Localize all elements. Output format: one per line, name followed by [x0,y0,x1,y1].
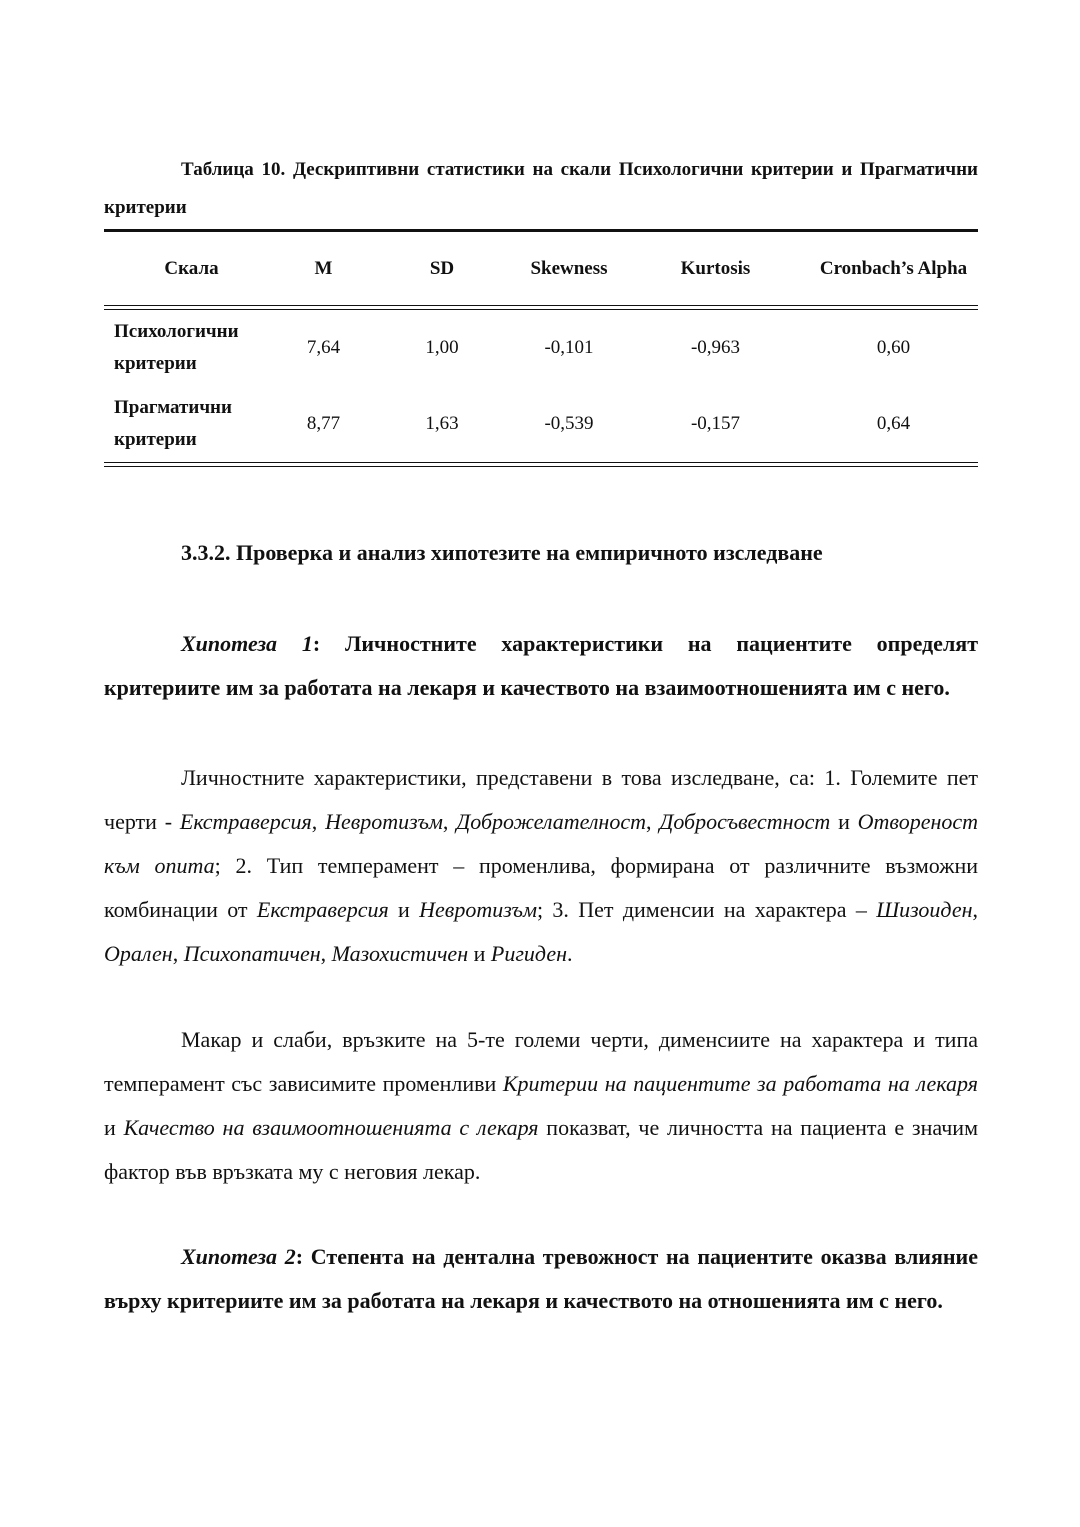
paragraph-conclusion [104,1018,978,1194]
cell-sd: 1,63 [425,413,459,434]
table-header-row [104,232,978,305]
term: Невротизъм [419,897,537,922]
hypothesis-1-text: : Личностните характеристики на пациентите определят критериите им за работата на лекаря и качеството на взаимоотношенията им с него. [104,631,979,700]
header-m: M [314,257,333,279]
text-run: и [830,809,858,834]
text-run: , [320,941,332,966]
hypothesis-1-label: Хипотеза 1 [181,631,313,656]
text-run: ; 2. Тип темперамент – променлива, формирана от различните възможни комбинации от [104,853,978,922]
section-heading: 3.3.2. Проверка и анализ хипотезите на емпиричното изследване [181,540,823,565]
term: Ригиден [490,941,568,966]
text-run: показват, че личността на пациента е значим фактор във връзката му с неговия лекар. [104,1115,978,1184]
text-run: , [646,809,660,834]
text-run: и [104,1115,124,1140]
cell-kurtosis: -0,963 [690,337,741,358]
cell-m: 8,77 [306,413,341,434]
text-run: . [567,941,573,966]
hypothesis-2-text: : Степента на дентална тревожност на пациентите оказва влияние върху критериите им за работата на лекаря и качеството на отношенията им с него. [104,1244,978,1313]
text-run: Макар и слаби, връзките на 5-те големи черти, дименсиите на характера и типа темперамент със зависимите променливи [104,1027,978,1096]
term: Добросъвестност [659,809,831,834]
table-bottom-rule [104,462,978,467]
cell-sd: 1,00 [425,337,459,358]
header-sd: SD [429,257,455,279]
term: Екстраверсия [256,897,389,922]
text-run: и [388,897,420,922]
statistics-table [104,229,978,467]
row-scale-label: Прагматични критерии [114,397,232,450]
hypothesis-2-label: Хипотеза 2 [181,1244,296,1269]
text-run: , [172,941,184,966]
text-run: , [972,897,979,922]
hypothesis-2 [104,1235,978,1323]
cell-alpha: 0,60 [876,337,911,358]
hypothesis-1 [104,622,978,710]
cell-m: 7,64 [306,337,341,358]
term: Мазохистичен [331,941,469,966]
paragraph-personality [104,756,978,976]
cell-alpha: 0,64 [876,413,911,434]
table-row [104,386,978,462]
term: Отвореност към опита [104,809,979,878]
text-run: и [468,941,491,966]
cell-skewness: -0,101 [544,337,594,358]
text-run: , [311,809,326,834]
term: Екстраверсия [179,809,312,834]
text-run: , [442,809,457,834]
term: Невротизъм [325,809,443,834]
row-scale-label: Психологични критерии [114,321,239,374]
cell-kurtosis: -0,157 [690,413,741,434]
text-run: Личностните характеристики, представени в това изследване, са: 1. Големите пет черти - [104,765,978,834]
cell-skewness: -0,539 [544,413,594,434]
text-run: ; 3. Пет дименсии на характера – [537,897,877,922]
term: Качество на взаимоотношенията с лекаря [123,1115,539,1140]
table-row [104,310,978,386]
term: Психопатичен [183,941,321,966]
term: Доброжелателност [456,809,646,834]
header-kurtosis: Kurtosis [680,257,751,279]
term: Орален [104,941,173,966]
table-caption: Таблица 10. Дескриптивни статистики на скали Психологични критерии и Прагматични критерии [104,159,978,218]
term: Критерии на пациентите за работата на лекаря [502,1071,978,1096]
header-cronbach-alpha: Cronbach’s Alpha [819,257,968,279]
term: Шизоиден [876,897,973,922]
header-scale: Скала [164,257,219,279]
header-skewness: Skewness [530,257,608,279]
